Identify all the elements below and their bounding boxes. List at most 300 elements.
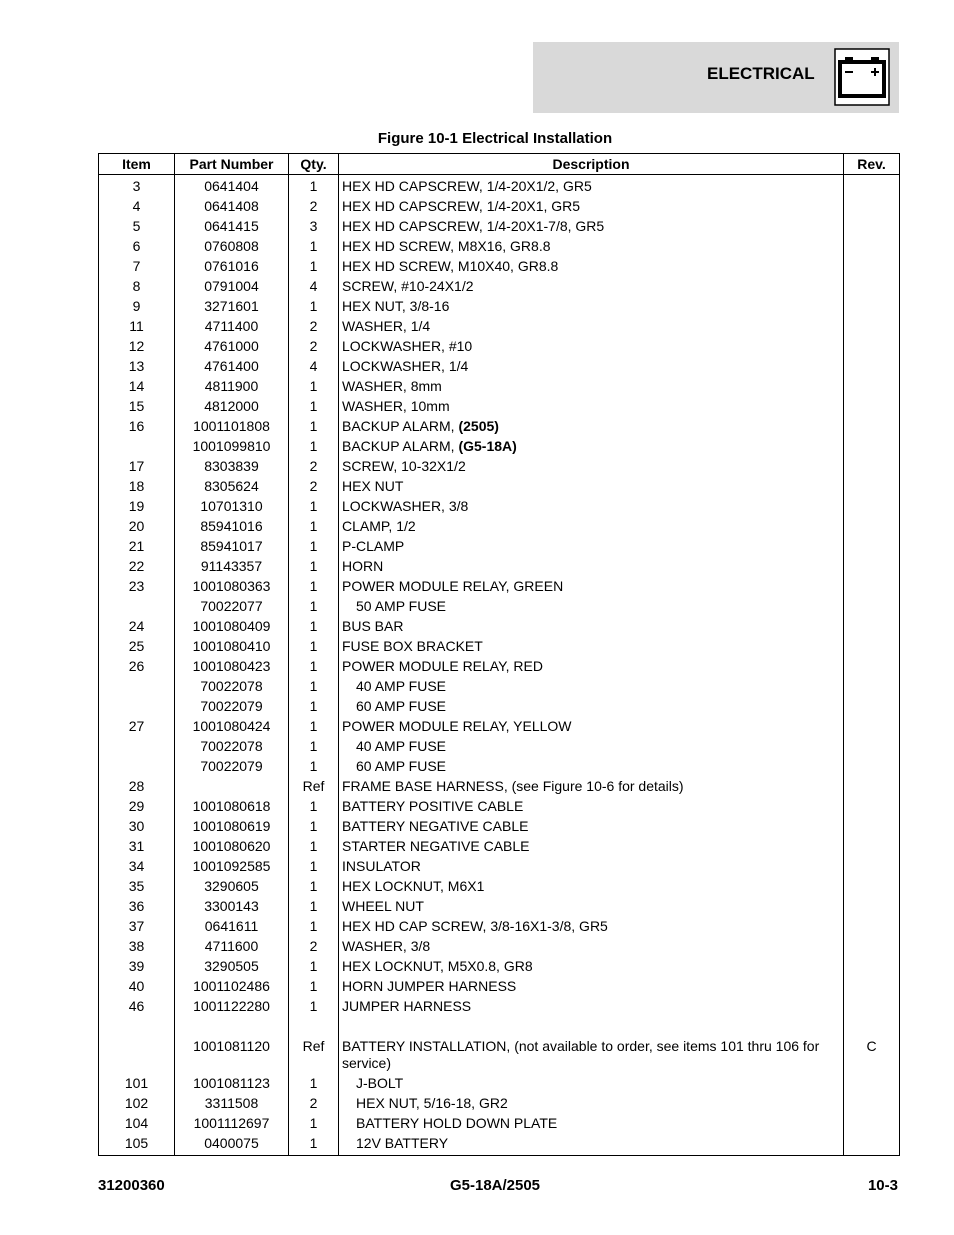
part-number-cell: 4711600 — [175, 937, 289, 957]
table-row — [99, 777, 900, 797]
rev-cell — [844, 1094, 900, 1114]
rev-cell — [844, 1114, 900, 1134]
description-text: SCREW, #10-24X1/2 — [342, 278, 474, 294]
rev-cell — [844, 737, 900, 757]
footer-model: G5-18A/2505 — [449, 1177, 541, 1194]
table-row — [99, 397, 900, 417]
rev-cell — [844, 497, 900, 517]
part-number-cell: 1001080410 — [175, 637, 289, 657]
rev-cell — [844, 397, 900, 417]
description-text: BUS BAR — [342, 618, 404, 634]
model-qualifier: (G5-18A) — [458, 438, 517, 454]
table-row — [99, 477, 900, 497]
qty-cell: 1 — [289, 577, 339, 597]
part-number-cell: 1001080619 — [175, 817, 289, 837]
description-text: HORN — [342, 558, 384, 574]
item-cell: 38 — [99, 937, 175, 957]
part-number-cell: 1001080363 — [175, 577, 289, 597]
description-text: WASHER, 8mm — [342, 378, 442, 394]
description-cell — [339, 217, 844, 237]
rev-cell — [844, 337, 900, 357]
table-row — [99, 557, 900, 577]
description-cell — [339, 657, 844, 677]
description-text: BATTERY INSTALLATION, (not available to order, see items 101 thru 106 for service) — [342, 1038, 820, 1071]
item-cell: 3 — [99, 175, 175, 198]
item-cell: 22 — [99, 557, 175, 577]
rev-cell — [844, 657, 900, 677]
figure-title: Figure 10-1 Electrical Installation — [377, 130, 613, 147]
table-row — [99, 597, 900, 617]
description-cell — [339, 597, 844, 617]
item-cell: 36 — [99, 897, 175, 917]
item-cell: 28 — [99, 777, 175, 797]
part-number-cell: 4711400 — [175, 317, 289, 337]
description-cell — [339, 257, 844, 277]
parts-table — [98, 153, 899, 1156]
table-row — [99, 737, 900, 757]
table-row — [99, 857, 900, 877]
item-cell: 4 — [99, 197, 175, 217]
table-row — [99, 657, 900, 677]
battery-icon — [834, 48, 890, 106]
table-row — [99, 677, 900, 697]
rev-cell — [844, 557, 900, 577]
table-row — [99, 997, 900, 1017]
part-number-cell: 1001080620 — [175, 837, 289, 857]
part-number-cell: 1001080424 — [175, 717, 289, 737]
part-number-cell: 8303839 — [175, 457, 289, 477]
description-cell — [339, 937, 844, 957]
part-number-cell: 8305624 — [175, 477, 289, 497]
part-number-cell: 1001080423 — [175, 657, 289, 677]
table-row — [99, 917, 900, 937]
column-header-rev: Rev. — [844, 154, 900, 175]
item-cell: 12 — [99, 337, 175, 357]
qty-cell: 1 — [289, 497, 339, 517]
table-body — [99, 175, 900, 1156]
qty-cell: 2 — [289, 457, 339, 477]
item-cell — [99, 677, 175, 697]
table-row — [99, 637, 900, 657]
description-text: HEX HD SCREW, M10X40, GR8.8 — [342, 258, 559, 274]
description-text: BATTERY HOLD DOWN PLATE — [356, 1115, 558, 1131]
description-cell — [339, 797, 844, 817]
item-cell: 17 — [99, 457, 175, 477]
description-text: FUSE BOX BRACKET — [342, 638, 483, 654]
item-cell: 26 — [99, 657, 175, 677]
description-cell — [339, 557, 844, 577]
description-text: 60 AMP FUSE — [356, 698, 447, 714]
table-row — [99, 257, 900, 277]
description-cell — [339, 737, 844, 757]
table-row — [99, 357, 900, 377]
part-number-cell: 1001099810 — [175, 437, 289, 457]
qty-cell: 1 — [289, 175, 339, 198]
item-cell — [99, 597, 175, 617]
rev-cell — [844, 817, 900, 837]
part-number-cell: 0641404 — [175, 175, 289, 198]
description-cell — [339, 1074, 844, 1094]
qty-cell: 1 — [289, 737, 339, 757]
table-row — [99, 537, 900, 557]
description-text: LOCKWASHER, #10 — [342, 338, 473, 354]
item-cell — [99, 757, 175, 777]
description-cell — [339, 617, 844, 637]
qty-cell: 4 — [289, 357, 339, 377]
part-number-cell: 1001092585 — [175, 857, 289, 877]
item-cell: 18 — [99, 477, 175, 497]
item-cell — [99, 1017, 175, 1037]
rev-cell — [844, 437, 900, 457]
item-cell: 105 — [99, 1134, 175, 1156]
table-row — [99, 1074, 900, 1094]
rev-cell — [844, 957, 900, 977]
qty-cell: 1 — [289, 557, 339, 577]
item-cell: 39 — [99, 957, 175, 977]
rev-cell — [844, 597, 900, 617]
table-row — [99, 377, 900, 397]
rev-cell — [844, 197, 900, 217]
description-cell — [339, 357, 844, 377]
description-cell — [339, 897, 844, 917]
item-cell — [99, 737, 175, 757]
description-cell — [339, 277, 844, 297]
description-cell — [339, 837, 844, 857]
rev-cell — [844, 175, 900, 198]
description-text: BATTERY NEGATIVE CABLE — [342, 818, 529, 834]
description-text: LOCKWASHER, 3/8 — [342, 498, 469, 514]
rev-cell — [844, 537, 900, 557]
part-number-cell: 70022079 — [175, 697, 289, 717]
table-row — [99, 1037, 900, 1074]
description-cell — [339, 757, 844, 777]
description-text: HEX HD CAPSCREW, 1/4-20X1/2, GR5 — [342, 178, 592, 194]
part-number-cell: 1001080618 — [175, 797, 289, 817]
part-number-cell: 1001101808 — [175, 417, 289, 437]
item-cell: 24 — [99, 617, 175, 637]
qty-cell: 1 — [289, 717, 339, 737]
description-cell — [339, 477, 844, 497]
qty-cell: 2 — [289, 337, 339, 357]
qty-cell: 2 — [289, 937, 339, 957]
description-text: POWER MODULE RELAY, YELLOW — [342, 718, 572, 734]
qty-cell: 1 — [289, 1074, 339, 1094]
part-number-cell: 70022078 — [175, 677, 289, 697]
rev-cell — [844, 417, 900, 437]
description-cell — [339, 997, 844, 1017]
description-text: HEX LOCKNUT, M6X1 — [342, 878, 485, 894]
description-text: HORN JUMPER HARNESS — [342, 978, 517, 994]
table-row — [99, 937, 900, 957]
rev-cell — [844, 677, 900, 697]
part-number-cell: 0761016 — [175, 257, 289, 277]
qty-cell: 1 — [289, 857, 339, 877]
part-number-cell: 70022077 — [175, 597, 289, 617]
column-header-part-number: Part Number — [175, 154, 289, 175]
item-cell: 15 — [99, 397, 175, 417]
rev-cell — [844, 217, 900, 237]
qty-cell: 1 — [289, 697, 339, 717]
rev-cell: C — [844, 1037, 900, 1074]
part-number-cell — [175, 1017, 289, 1037]
description-text: 40 AMP FUSE — [356, 678, 447, 694]
description-cell — [339, 777, 844, 797]
table-row — [99, 757, 900, 777]
item-cell: 35 — [99, 877, 175, 897]
description-text: 40 AMP FUSE — [356, 738, 447, 754]
qty-cell: 1 — [289, 977, 339, 997]
qty-cell: 1 — [289, 257, 339, 277]
rev-cell — [844, 937, 900, 957]
table-row — [99, 317, 900, 337]
description-cell — [339, 877, 844, 897]
item-cell: 102 — [99, 1094, 175, 1114]
rev-cell — [844, 877, 900, 897]
rev-cell — [844, 837, 900, 857]
qty-cell: 1 — [289, 797, 339, 817]
description-cell — [339, 977, 844, 997]
table-row — [99, 277, 900, 297]
qty-cell: 1 — [289, 897, 339, 917]
description-cell — [339, 397, 844, 417]
qty-cell: 1 — [289, 537, 339, 557]
description-cell — [339, 1134, 844, 1156]
table-row — [99, 337, 900, 357]
rev-cell — [844, 697, 900, 717]
table-row — [99, 957, 900, 977]
description-cell — [339, 677, 844, 697]
item-cell: 25 — [99, 637, 175, 657]
rev-cell — [844, 277, 900, 297]
column-header-item: Item — [99, 154, 175, 175]
table-row — [99, 897, 900, 917]
description-text: FRAME BASE HARNESS, (see Figure 10-6 for details) — [342, 778, 684, 794]
rev-cell — [844, 757, 900, 777]
qty-cell: 2 — [289, 317, 339, 337]
rev-cell — [844, 997, 900, 1017]
description-text: HEX HD CAPSCREW, 1/4-20X1, GR5 — [342, 198, 581, 214]
description-text: 50 AMP FUSE — [356, 598, 447, 614]
table-row — [99, 617, 900, 637]
qty-cell: 1 — [289, 397, 339, 417]
qty-cell: 1 — [289, 437, 339, 457]
description-text: WHEEL NUT — [342, 898, 424, 914]
qty-cell: Ref — [289, 1037, 339, 1074]
qty-cell: 1 — [289, 417, 339, 437]
description-cell — [339, 457, 844, 477]
item-cell: 21 — [99, 537, 175, 557]
rev-cell — [844, 577, 900, 597]
description-text: HEX NUT, 5/16-18, GR2 — [356, 1095, 508, 1111]
description-cell — [339, 197, 844, 217]
rev-cell — [844, 257, 900, 277]
qty-cell: 1 — [289, 597, 339, 617]
part-number-cell: 0641408 — [175, 197, 289, 217]
item-cell: 30 — [99, 817, 175, 837]
description-text: HEX LOCKNUT, M5X0.8, GR8 — [342, 958, 533, 974]
description-text: WASHER, 10mm — [342, 398, 450, 414]
description-text: STARTER NEGATIVE CABLE — [342, 838, 530, 854]
description-cell — [339, 1094, 844, 1114]
part-number-cell — [175, 777, 289, 797]
qty-cell: 1 — [289, 297, 339, 317]
table-row — [99, 497, 900, 517]
item-cell: 20 — [99, 517, 175, 537]
part-number-cell: 4761400 — [175, 357, 289, 377]
qty-cell: 1 — [289, 617, 339, 637]
part-number-cell: 1001102486 — [175, 977, 289, 997]
table-row — [99, 837, 900, 857]
part-number-cell: 70022079 — [175, 757, 289, 777]
part-number-cell: 3271601 — [175, 297, 289, 317]
table-row — [99, 817, 900, 837]
part-number-cell: 4761000 — [175, 337, 289, 357]
description-cell — [339, 537, 844, 557]
description-cell — [339, 497, 844, 517]
description-text: BACKUP ALARM, — [342, 418, 459, 434]
description-text: WASHER, 3/8 — [342, 938, 431, 954]
qty-cell: 2 — [289, 197, 339, 217]
qty-cell: 1 — [289, 997, 339, 1017]
item-cell: 104 — [99, 1114, 175, 1134]
qty-cell — [289, 1017, 339, 1037]
part-number-cell: 1001081123 — [175, 1074, 289, 1094]
rev-cell — [844, 377, 900, 397]
description-cell — [339, 337, 844, 357]
part-number-cell: 0791004 — [175, 277, 289, 297]
description-cell — [339, 817, 844, 837]
item-cell: 16 — [99, 417, 175, 437]
description-cell — [339, 377, 844, 397]
rev-cell — [844, 357, 900, 377]
table-row — [99, 1114, 900, 1134]
rev-cell — [844, 637, 900, 657]
column-header-qty: Qty. — [289, 154, 339, 175]
item-cell — [99, 437, 175, 457]
column-header-description: Description — [339, 154, 844, 175]
item-cell: 37 — [99, 917, 175, 937]
part-number-cell: 10701310 — [175, 497, 289, 517]
qty-cell: 1 — [289, 957, 339, 977]
description-cell — [339, 1037, 844, 1074]
qty-cell: 1 — [289, 817, 339, 837]
description-cell — [339, 577, 844, 597]
table-row — [99, 175, 900, 198]
table-row — [99, 297, 900, 317]
description-cell — [339, 317, 844, 337]
qty-cell: 1 — [289, 677, 339, 697]
part-number-cell: 0400075 — [175, 1134, 289, 1156]
description-cell — [339, 297, 844, 317]
rev-cell — [844, 297, 900, 317]
table-row — [99, 697, 900, 717]
section-title: ELECTRICAL — [707, 64, 815, 83]
item-cell: 5 — [99, 217, 175, 237]
part-number-cell: 1001112697 — [175, 1114, 289, 1134]
item-cell: 8 — [99, 277, 175, 297]
description-cell — [339, 517, 844, 537]
footer-document-number: 31200360 — [98, 1177, 165, 1194]
description-text: BACKUP ALARM, — [342, 438, 459, 454]
part-number-cell: 0641611 — [175, 917, 289, 937]
qty-cell: Ref — [289, 777, 339, 797]
table-row — [99, 197, 900, 217]
item-cell: 19 — [99, 497, 175, 517]
description-text: P-CLAMP — [342, 538, 405, 554]
description-cell — [339, 1017, 844, 1037]
rev-cell — [844, 717, 900, 737]
description-text: HEX HD SCREW, M8X16, GR8.8 — [342, 238, 551, 254]
table-row — [99, 437, 900, 457]
footer-page-number: 10-3 — [867, 1177, 898, 1194]
description-cell — [339, 175, 844, 198]
part-number-cell: 91143357 — [175, 557, 289, 577]
part-number-cell: 3311508 — [175, 1094, 289, 1114]
rev-cell — [844, 477, 900, 497]
qty-cell: 2 — [289, 1094, 339, 1114]
description-text: HEX NUT, 3/8-16 — [342, 298, 450, 314]
item-cell: 101 — [99, 1074, 175, 1094]
item-cell: 11 — [99, 317, 175, 337]
rev-cell — [844, 777, 900, 797]
description-text: BATTERY POSITIVE CABLE — [342, 798, 524, 814]
part-number-cell: 0641415 — [175, 217, 289, 237]
description-text: INSULATOR — [342, 858, 421, 874]
description-text: 60 AMP FUSE — [356, 758, 447, 774]
model-qualifier: (2505) — [458, 418, 499, 434]
item-cell: 40 — [99, 977, 175, 997]
rev-cell — [844, 317, 900, 337]
table-row — [99, 577, 900, 597]
rev-cell — [844, 797, 900, 817]
description-text: HEX NUT — [342, 478, 404, 494]
rev-cell — [844, 457, 900, 477]
description-text: CLAMP, 1/2 — [342, 518, 416, 534]
description-text: HEX HD CAP SCREW, 3/8-16X1-3/8, GR5 — [342, 918, 608, 934]
description-text: LOCKWASHER, 1/4 — [342, 358, 469, 374]
table-row — [99, 1094, 900, 1114]
part-number-cell: 70022078 — [175, 737, 289, 757]
description-text: POWER MODULE RELAY, RED — [342, 658, 543, 674]
table-row — [99, 1134, 900, 1156]
rev-cell — [844, 237, 900, 257]
item-cell: 7 — [99, 257, 175, 277]
rev-cell — [844, 617, 900, 637]
qty-cell: 1 — [289, 637, 339, 657]
qty-cell: 1 — [289, 1114, 339, 1134]
item-cell: 46 — [99, 997, 175, 1017]
qty-cell: 1 — [289, 377, 339, 397]
qty-cell: 1 — [289, 877, 339, 897]
rev-cell — [844, 917, 900, 937]
description-text: WASHER, 1/4 — [342, 318, 431, 334]
description-cell — [339, 237, 844, 257]
table-row — [99, 977, 900, 997]
description-text: J-BOLT — [356, 1075, 404, 1091]
rev-cell — [844, 517, 900, 537]
item-cell: 23 — [99, 577, 175, 597]
qty-cell: 1 — [289, 837, 339, 857]
table-row — [99, 877, 900, 897]
item-cell: 29 — [99, 797, 175, 817]
qty-cell: 4 — [289, 277, 339, 297]
part-number-cell: 0760808 — [175, 237, 289, 257]
description-cell — [339, 857, 844, 877]
item-cell: 9 — [99, 297, 175, 317]
description-cell — [339, 957, 844, 977]
description-cell — [339, 697, 844, 717]
description-text: HEX HD CAPSCREW, 1/4-20X1-7/8, GR5 — [342, 218, 605, 234]
